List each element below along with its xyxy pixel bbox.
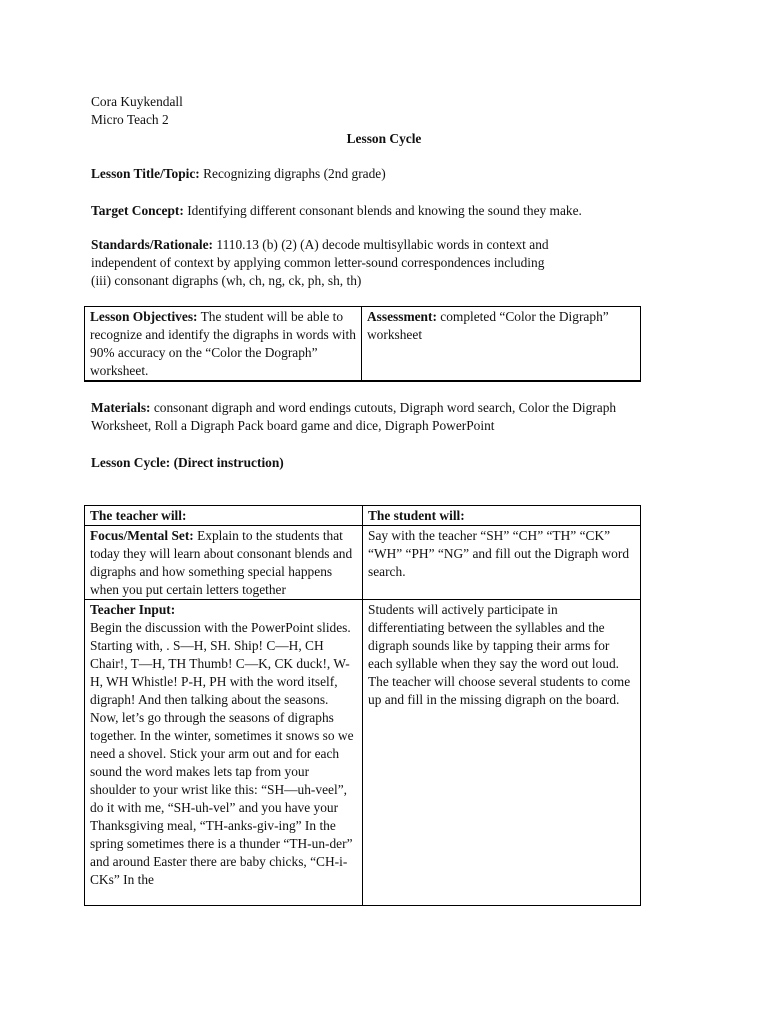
input-teacher-cell (85, 600, 363, 906)
standards-line-2: independent of context by applying common letter-sound correspondences including (91, 255, 545, 270)
document-title: Lesson Cycle (346, 131, 422, 146)
materials-label: Materials: (91, 400, 151, 415)
objectives-cell (85, 307, 362, 382)
standards-line-1 (91, 236, 549, 254)
course-name: Micro Teach 2 (91, 112, 169, 127)
target-concept-value: Identifying different consonant blends and knowing the sound they make. (183, 203, 582, 218)
focus-teacher-cell (85, 526, 363, 600)
input-student-cell: Students will actively participate in differentiating between the syllables and the digraph sounds like by tapping their arms for each syllable when they say the word out loud. The teacher will choose several students to come up and fill in the missing digraph on the board. (363, 600, 641, 906)
table-row (85, 600, 641, 906)
target-concept (91, 202, 582, 220)
objectives-text: The student will be able to recognize and identify the digraphs in words with 90% accuracy on the “Color the Dograph” worksheet. (90, 309, 356, 378)
assessment-text: completed “Color the Digraph” worksheet (367, 309, 609, 342)
teacher-input-label: Teacher Input: (90, 602, 176, 617)
lesson-title-value: Recognizing digraphs (2nd grade) (199, 166, 386, 181)
assessment-cell (362, 307, 641, 382)
target-concept-label: Target Concept: (91, 203, 184, 218)
cycle-table (84, 505, 641, 906)
teacher-input-text: Begin the discussion with the PowerPoint slides. Starting with, . S—H, SH. Ship! C—H, CH Chair!, T—H, TH Thumb! C—K, CK duck!, W-H, WH Whistle! P-H, PH with the word itself, digraph! And then talking about the seasons. Now, let’s go through the seasons of digraphs together. In the winter, sometimes it snows so we need a shovel. Stick your arm out and for each sound the word makes lets tap from your shoulder to your wrist like this: “SH—uh-veel”, do it with me, “SH-uh-vel” and you have your Thanksgiving meal, “TH-anks-giv-ing” In the spring sometimes there is a thunder “TH-un-der” and around Easter there are baby chicks, “CH-i-CKs” In the (90, 620, 354, 887)
focus-student-cell: Say with the teacher “SH” “CH” “TH” “CK” “WH” “PH” “NG” and fill out the Digraph word search. (363, 526, 641, 600)
lesson-title-topic (91, 165, 386, 183)
focus-label: Focus/Mental Set: (90, 528, 194, 543)
student-column-header: The student will: (363, 506, 641, 526)
author-name: Cora Kuykendall (91, 94, 183, 109)
table-row (85, 526, 641, 600)
focus-teacher-text: Explain to the students that today they will learn about consonant blends and digraphs and how something special happens when you put certain letters together (90, 528, 353, 597)
lesson-title-label: Lesson Title/Topic: (91, 166, 200, 181)
standards-line-3: (iii) consonant digraphs (wh, ch, ng, ck, ph, sh, th) (91, 273, 362, 288)
standards-label: Standards/Rationale: (91, 237, 214, 252)
materials (91, 399, 643, 435)
teacher-column-header: The teacher will: (85, 506, 363, 526)
standards-value: 1110.13 (b) (2) (A) decode multisyllabic words in context and (213, 237, 549, 252)
lesson-cycle-heading: Lesson Cycle: (Direct instruction) (91, 455, 284, 470)
materials-text: consonant digraph and word endings cutouts, Digraph word search, Color the Digraph Worksheet, Roll a Digraph Pack board game and dice, Digraph PowerPoint (91, 400, 617, 433)
objectives-label: Lesson Objectives: (90, 309, 198, 324)
assessment-label: Assessment: (367, 309, 437, 324)
objectives-table (84, 306, 641, 382)
